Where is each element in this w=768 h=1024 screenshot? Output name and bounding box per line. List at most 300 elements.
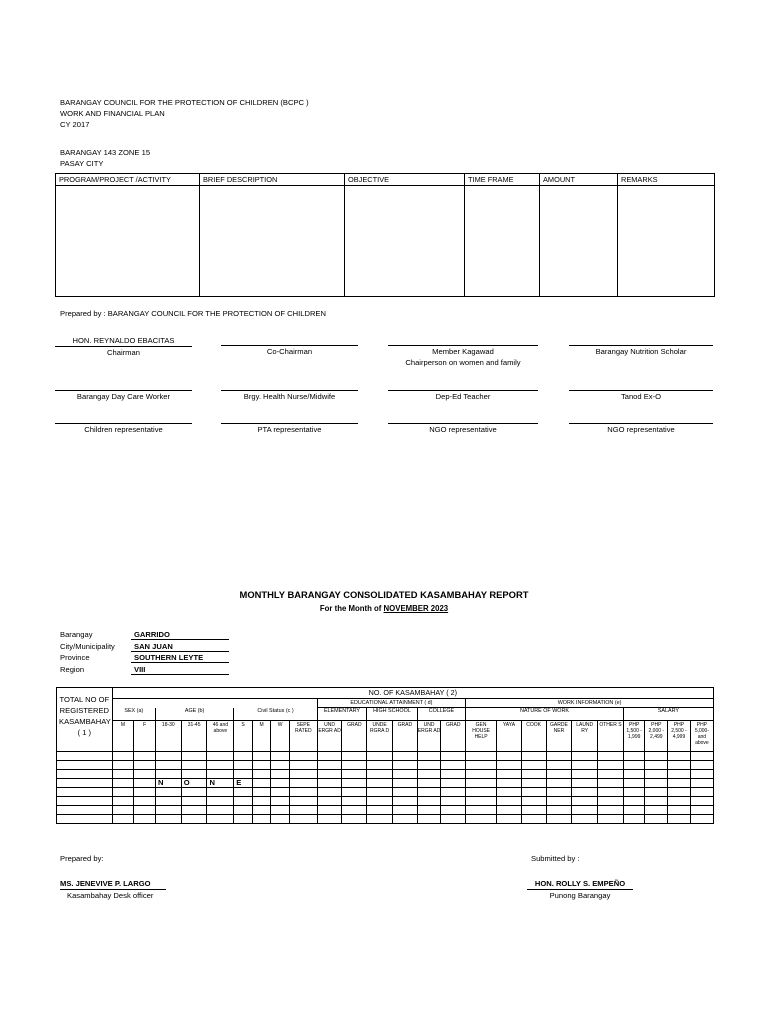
table-cell xyxy=(497,806,522,815)
table-cell xyxy=(252,806,271,815)
table-cell xyxy=(466,761,497,770)
salary-header: SALARY xyxy=(623,708,713,721)
signature-title: Co-Chairman xyxy=(266,347,313,356)
col-salary-5000: PHP 5,000- and above xyxy=(690,721,713,752)
table-cell xyxy=(155,788,181,797)
table-cell xyxy=(417,797,441,806)
table-cell xyxy=(441,806,466,815)
table-cell xyxy=(618,186,715,297)
table-cell xyxy=(623,779,645,788)
table-cell xyxy=(252,779,271,788)
table-cell xyxy=(497,752,522,761)
signature-children-rep xyxy=(55,423,192,435)
table-cell xyxy=(57,806,113,815)
table-cell xyxy=(367,779,393,788)
none-letter-cell: N xyxy=(207,779,234,788)
submitter-name: HON. ROLLY S. EMPEÑO xyxy=(527,878,633,890)
table-cell xyxy=(623,770,645,779)
table-cell xyxy=(342,797,367,806)
table-row xyxy=(57,788,714,797)
table-cell xyxy=(690,779,713,788)
table-cell xyxy=(289,761,317,770)
table-cell xyxy=(134,806,156,815)
table-cell xyxy=(234,806,253,815)
table-cell xyxy=(392,797,417,806)
bcpc-header-line: CY 2017 xyxy=(60,120,90,129)
table-cell xyxy=(271,752,290,761)
table-cell xyxy=(645,770,668,779)
table-cell xyxy=(417,779,441,788)
table-cell xyxy=(342,752,367,761)
table-cell xyxy=(234,815,253,824)
signature-ngo-rep xyxy=(388,423,538,435)
table-cell xyxy=(181,752,207,761)
col-salary-1500: PHP 1,500 - 1,999 xyxy=(623,721,645,752)
prepared-by-label: Prepared by: xyxy=(60,854,104,863)
table-cell xyxy=(317,752,342,761)
header-row-2 xyxy=(57,699,714,708)
table-cell xyxy=(207,761,234,770)
table-cell xyxy=(417,815,441,824)
table-cell xyxy=(252,770,271,779)
table-row xyxy=(57,770,714,779)
table-cell xyxy=(289,815,317,824)
bcpc-barangay xyxy=(60,147,150,169)
col-college-undergrad: UND ERGR AD xyxy=(417,721,441,752)
table-cell xyxy=(134,752,156,761)
table-cell xyxy=(56,186,200,297)
kasambahay-table xyxy=(56,687,714,824)
table-cell xyxy=(497,761,522,770)
table-cell xyxy=(57,779,113,788)
table-cell xyxy=(57,797,113,806)
province-label: Province xyxy=(60,653,90,662)
table-cell xyxy=(57,788,113,797)
signature-title: Children representative xyxy=(84,425,163,434)
table-cell xyxy=(690,770,713,779)
table-cell xyxy=(441,815,466,824)
col-age-18-30: 18-30 xyxy=(155,721,181,752)
column-header: OBJECTIVE xyxy=(345,174,465,186)
table-cell xyxy=(466,815,497,824)
table-cell xyxy=(207,815,234,824)
table-cell xyxy=(367,770,393,779)
table-cell xyxy=(57,815,113,824)
signature-chairman xyxy=(55,335,192,358)
col-single: S xyxy=(234,721,253,752)
barangay-line: BARANGAY 143 ZONE 15 xyxy=(60,148,151,157)
col-widow: W xyxy=(271,721,290,752)
table-cell xyxy=(497,797,522,806)
col-female: F xyxy=(134,721,156,752)
table-cell xyxy=(317,761,342,770)
table-cell xyxy=(572,788,598,797)
table-cell xyxy=(289,797,317,806)
table-cell xyxy=(598,752,624,761)
table-cell xyxy=(342,761,367,770)
column-header: PROGRAM/PROJECT /ACTIVITY xyxy=(56,174,200,186)
table-cell xyxy=(392,770,417,779)
table-cell xyxy=(572,761,598,770)
none-letter-cell: N xyxy=(155,779,181,788)
age-header: AGE (b) xyxy=(155,708,233,721)
high-school-header: HIGH SCHOOL xyxy=(367,708,418,721)
table-cell xyxy=(668,788,691,797)
table-cell xyxy=(668,815,691,824)
signature-co-chairman xyxy=(221,345,358,357)
table-row xyxy=(57,806,714,815)
table-cell xyxy=(112,770,134,779)
signature-title: Barangay Nutrition Scholar xyxy=(595,347,687,356)
table-cell xyxy=(572,752,598,761)
table-cell xyxy=(181,797,207,806)
table-cell xyxy=(207,806,234,815)
col-separated: SEPE RATED xyxy=(289,721,317,752)
table-cell xyxy=(668,797,691,806)
col-college-grad: GRAD xyxy=(441,721,466,752)
table-cell xyxy=(497,779,522,788)
table-cell xyxy=(112,797,134,806)
table-cell xyxy=(441,752,466,761)
table-cell xyxy=(546,770,572,779)
table-cell xyxy=(598,806,624,815)
table-cell xyxy=(367,797,393,806)
table-cell xyxy=(546,815,572,824)
table-cell xyxy=(112,761,134,770)
educational-attainment-header: EDUCATIONAL ATTAINMENT ( d) xyxy=(317,699,465,708)
city-label: City/Municipality xyxy=(60,642,115,651)
table-cell xyxy=(342,815,367,824)
table-cell xyxy=(271,797,290,806)
no-kasambahay-header: NO. OF KASAMBAHAY ( 2) xyxy=(112,688,713,699)
table-cell xyxy=(668,779,691,788)
nature-of-work-header: NATURE OF WORK xyxy=(466,708,624,721)
work-plan-table xyxy=(55,173,715,297)
table-cell xyxy=(690,806,713,815)
signature-title: Brgy. Health Nurse/Midwife xyxy=(243,392,336,401)
table-cell xyxy=(112,815,134,824)
table-cell xyxy=(317,779,342,788)
table-cell xyxy=(181,788,207,797)
table-cell xyxy=(441,770,466,779)
table-cell xyxy=(392,779,417,788)
table-cell xyxy=(392,761,417,770)
table-cell xyxy=(271,761,290,770)
table-cell xyxy=(289,770,317,779)
table-cell xyxy=(466,779,497,788)
table-cell xyxy=(155,761,181,770)
table-cell xyxy=(271,770,290,779)
table-cell xyxy=(497,815,522,824)
blank-header xyxy=(112,699,317,708)
table-cell xyxy=(521,779,546,788)
preparer-name: MS. JENEVIVE P. LARGO xyxy=(60,878,166,890)
table-cell xyxy=(572,797,598,806)
col-male: M xyxy=(112,721,134,752)
table-cell xyxy=(134,815,156,824)
col-hs-undergrad: UNDE RGRA D xyxy=(367,721,393,752)
table-cell xyxy=(112,752,134,761)
signature-title: Tanod Ex-O xyxy=(620,392,662,401)
table-cell xyxy=(289,788,317,797)
table-cell xyxy=(465,186,540,297)
table-row xyxy=(57,797,714,806)
column-header: REMARKS xyxy=(618,174,715,186)
total-registered-header: TOTAL NO OF REGISTERED KASAMBAHAY ( 1 ) xyxy=(57,688,113,752)
signature-tanod xyxy=(569,390,713,402)
col-laundry: LAUND RY xyxy=(572,721,598,752)
signature-day-care-worker xyxy=(55,390,192,402)
col-married: M xyxy=(252,721,271,752)
table-cell xyxy=(181,761,207,770)
signature-title: PTA representative xyxy=(257,425,322,434)
table-cell xyxy=(690,815,713,824)
none-letter-cell: O xyxy=(181,779,207,788)
table-cell xyxy=(521,752,546,761)
table-cell xyxy=(645,815,668,824)
table-cell xyxy=(668,752,691,761)
table-cell xyxy=(317,770,342,779)
table-cell xyxy=(317,788,342,797)
table-cell xyxy=(598,788,624,797)
region-value: VIII xyxy=(131,664,229,675)
table-cell xyxy=(252,761,271,770)
table-cell xyxy=(271,806,290,815)
table-cell xyxy=(289,752,317,761)
signature-deped-teacher xyxy=(388,390,538,402)
table-cell xyxy=(207,788,234,797)
bcpc-header-line: BARANGAY COUNCIL FOR THE PROTECTION OF CHILDREN (BCPC ) xyxy=(60,98,309,107)
table-cell xyxy=(645,806,668,815)
table-cell xyxy=(690,752,713,761)
table-cell xyxy=(57,761,113,770)
table-cell xyxy=(417,770,441,779)
table-cell xyxy=(417,752,441,761)
table-cell xyxy=(317,806,342,815)
table-cell xyxy=(317,815,342,824)
table-cell xyxy=(598,815,624,824)
col-age-31-45: 31-45 xyxy=(181,721,207,752)
table-cell xyxy=(521,815,546,824)
table-cell xyxy=(271,788,290,797)
table-cell xyxy=(572,779,598,788)
signature-title: NGO representative xyxy=(429,425,497,434)
signature-title: Barangay Day Care Worker xyxy=(76,392,171,401)
table-cell xyxy=(155,752,181,761)
table-cell xyxy=(155,770,181,779)
table-cell xyxy=(690,761,713,770)
table-cell xyxy=(112,788,134,797)
column-header: AMOUNT xyxy=(540,174,618,186)
table-cell xyxy=(234,752,253,761)
city-value: SAN JUAN xyxy=(131,641,229,652)
table-cell xyxy=(134,770,156,779)
table-cell xyxy=(572,806,598,815)
elementary-header: ELEMENTARY xyxy=(317,708,366,721)
table-cell xyxy=(252,815,271,824)
table-cell xyxy=(234,770,253,779)
table-cell xyxy=(342,770,367,779)
province-value: SOUTHERN LEYTE xyxy=(131,652,229,663)
table-cell xyxy=(345,186,465,297)
table-cell xyxy=(546,806,572,815)
signature-health-nurse xyxy=(221,390,358,402)
table-cell xyxy=(252,788,271,797)
prepared-by-council: Prepared by : BARANGAY COUNCIL FOR THE PROTECTION OF CHILDREN xyxy=(60,309,326,318)
table-cell xyxy=(207,752,234,761)
table-cell xyxy=(207,797,234,806)
table-row xyxy=(57,815,714,824)
table-cell xyxy=(668,806,691,815)
signature-title: NGO representative xyxy=(607,425,675,434)
signature-ngo-rep-2 xyxy=(569,423,713,435)
barangay-label: Barangay xyxy=(60,630,93,639)
table-cell xyxy=(317,797,342,806)
table-cell xyxy=(623,815,645,824)
table-cell xyxy=(367,788,393,797)
table-cell xyxy=(546,752,572,761)
table-cell xyxy=(466,770,497,779)
table-cell xyxy=(546,797,572,806)
table-cell xyxy=(367,761,393,770)
table-cell xyxy=(598,779,624,788)
table-cell xyxy=(392,815,417,824)
report-month: NOVEMBER 2023 xyxy=(383,604,449,613)
table-cell xyxy=(441,779,466,788)
table-row xyxy=(56,186,715,297)
header-row-1 xyxy=(57,688,714,699)
table-cell xyxy=(466,806,497,815)
table-cell xyxy=(367,752,393,761)
table-row xyxy=(57,752,714,761)
submitted-by-label: Submitted by : xyxy=(531,854,580,863)
table-cell xyxy=(392,788,417,797)
table-cell xyxy=(181,815,207,824)
table-cell xyxy=(546,761,572,770)
preparer-title: Kasambahay Desk officer xyxy=(67,891,154,900)
report-subtitle xyxy=(0,604,768,613)
table-cell xyxy=(521,770,546,779)
table-cell xyxy=(466,788,497,797)
col-yaya: YAYA xyxy=(497,721,522,752)
college-header: COLLEGE xyxy=(417,708,465,721)
table-cell xyxy=(645,752,668,761)
table-cell xyxy=(134,779,156,788)
table-cell xyxy=(598,761,624,770)
table-cell xyxy=(234,788,253,797)
header-row-4 xyxy=(57,721,714,752)
table-cell xyxy=(155,797,181,806)
signature-title: Chairman xyxy=(107,348,140,357)
table-cell xyxy=(155,806,181,815)
table-cell xyxy=(367,815,393,824)
table-cell xyxy=(572,770,598,779)
table-cell xyxy=(623,806,645,815)
submitter-signature xyxy=(527,878,633,902)
table-row xyxy=(57,779,714,788)
col-hs-grad: GRAD xyxy=(392,721,417,752)
table-cell xyxy=(497,770,522,779)
table-cell xyxy=(200,186,345,297)
table-cell xyxy=(289,806,317,815)
table-cell xyxy=(417,761,441,770)
chairman-name: HON. REYNALDO EBACITAS xyxy=(55,335,192,347)
table-cell xyxy=(392,806,417,815)
region-label: Region xyxy=(60,665,85,674)
table-cell xyxy=(234,761,253,770)
signature-pta-rep xyxy=(221,423,358,435)
col-gen-house-help: GEN HOUSE HELP xyxy=(466,721,497,752)
table-cell xyxy=(441,788,466,797)
table-cell xyxy=(521,806,546,815)
table-cell xyxy=(690,797,713,806)
table-cell xyxy=(645,797,668,806)
table-cell xyxy=(521,797,546,806)
table-cell xyxy=(207,770,234,779)
table-cell xyxy=(289,779,317,788)
column-header: TIME FRAME xyxy=(465,174,540,186)
table-cell xyxy=(546,788,572,797)
table-cell xyxy=(466,752,497,761)
submitter-title: Punong Barangay xyxy=(549,891,611,900)
preparer-signature xyxy=(60,878,166,902)
table-cell xyxy=(57,752,113,761)
table-cell xyxy=(623,797,645,806)
table-cell xyxy=(623,761,645,770)
signature-title: Member Kagawad xyxy=(432,347,494,356)
table-cell xyxy=(668,770,691,779)
kasambahay-data-rows xyxy=(57,752,714,824)
signature-nutrition-scholar xyxy=(569,345,713,357)
table-cell xyxy=(112,779,134,788)
table-cell xyxy=(546,779,572,788)
table-cell xyxy=(540,186,618,297)
table-cell xyxy=(134,761,156,770)
col-cook: COOK xyxy=(521,721,546,752)
table-cell xyxy=(417,806,441,815)
table-cell xyxy=(57,770,113,779)
table-cell xyxy=(645,788,668,797)
signature-subtitle: Chairperson on women and family xyxy=(405,358,521,367)
barangay-value: GARRIDO xyxy=(131,629,229,640)
none-letter-cell: E xyxy=(234,779,253,788)
civil-status-header: Civil Status (c ) xyxy=(234,708,317,721)
column-header: BRIEF DESCRIPTION xyxy=(200,174,345,186)
bcpc-header-line: WORK AND FINANCIAL PLAN xyxy=(60,109,165,118)
table-header-row xyxy=(56,174,715,186)
table-cell xyxy=(342,806,367,815)
table-cell xyxy=(155,815,181,824)
table-cell xyxy=(252,752,271,761)
table-row xyxy=(57,761,714,770)
table-cell xyxy=(342,779,367,788)
col-gardener: GARDE NER xyxy=(546,721,572,752)
table-cell xyxy=(441,761,466,770)
table-cell xyxy=(521,788,546,797)
table-cell xyxy=(645,761,668,770)
table-cell xyxy=(623,788,645,797)
table-cell xyxy=(181,770,207,779)
table-cell xyxy=(342,788,367,797)
table-cell xyxy=(271,815,290,824)
col-elem-grad: GRAD xyxy=(342,721,367,752)
table-cell xyxy=(598,797,624,806)
barangay-line: PASAY CITY xyxy=(60,159,104,168)
table-cell xyxy=(572,815,598,824)
subtitle-prefix: For the Month of xyxy=(319,604,384,613)
table-cell xyxy=(623,752,645,761)
report-title: MONTHLY BARANGAY CONSOLIDATED KASAMBAHAY REPORT xyxy=(239,589,529,600)
